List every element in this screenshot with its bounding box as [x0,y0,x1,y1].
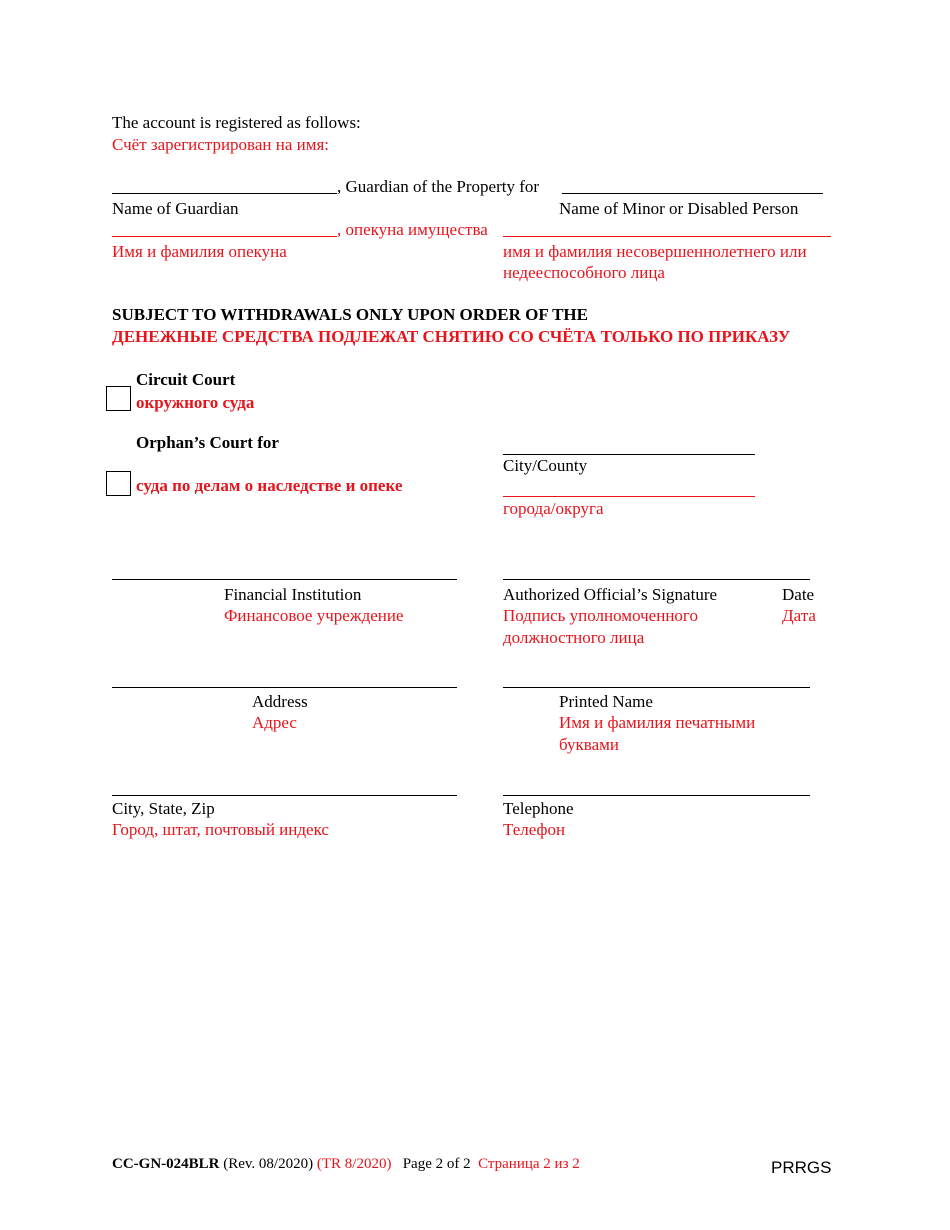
telephone-ru: Телефон [503,820,566,839]
guardian-name-line-ru [112,236,337,237]
subject-heading-en: SUBJECT TO WITHDRAWALS ONLY UPON ORDER OF THE [112,305,588,324]
circuit-court-label: Circuit Court [136,370,236,389]
translation-revision: (TR 8/2020) [316,1156,392,1172]
telephone-label: Telephone [503,799,574,818]
orphans-court-label: Orphan’s Court for [136,433,279,452]
form-code: PRRGS [771,1158,832,1177]
circuit-court-ru: окружного суда [136,393,255,412]
orphans-court-ru: суда по делам о наследстве и опеке [136,476,403,495]
official-signature-ru-1: Подпись уполномоченного [503,606,698,625]
address-label: Address [252,692,308,711]
official-signature-ru-2: должностного лица [503,628,645,647]
telephone-line[interactable] [503,795,810,796]
city-county-label: City/County [503,456,588,475]
city-state-zip-ru: Город, штат, почтовый индекс [112,820,329,839]
city-state-zip-label: City, State, Zip [112,799,215,818]
printed-name-line[interactable] [503,687,810,688]
financial-institution-line[interactable] [112,579,457,580]
name-of-minor-ru-1: имя и фамилия несовершеннолетнего или [503,242,807,261]
address-line[interactable] [112,687,457,688]
printed-name-ru-2: буквами [559,735,619,754]
city-county-line[interactable] [503,454,755,455]
city-state-zip-line[interactable] [112,795,457,796]
printed-name-label: Printed Name [559,692,653,711]
date-label: Date [782,585,815,604]
orphans-court-checkbox[interactable] [106,471,131,496]
name-of-minor-label: Name of Minor or Disabled Person [559,199,799,218]
subject-heading-ru: ДЕНЕЖНЫЕ СРЕДСТВА ПОДЛЕЖАТ СНЯТИЮ СО СЧЁТА ТОЛЬКО ПО ПРИКАЗУ [112,327,791,346]
guardian-of-property-ru: , опекуна имущества [337,220,488,239]
name-of-guardian-ru: Имя и фамилия опекуна [112,242,287,261]
revision: (Rev. 08/2020) [223,1156,314,1172]
page-number: Page 2 of 2 [402,1156,471,1172]
city-county-ru: города/округа [503,499,604,518]
minor-name-line[interactable] [562,193,823,194]
financial-institution-label: Financial Institution [224,585,362,604]
circuit-court-checkbox[interactable] [106,386,131,411]
address-ru: Адрес [252,713,297,732]
printed-name-ru-1: Имя и фамилия печатными [559,713,756,732]
official-signature-line[interactable] [503,579,810,580]
name-of-guardian-label: Name of Guardian [112,199,239,218]
city-county-line-ru [503,496,755,497]
intro-en: The account is registered as follows: [112,113,361,132]
form-id: CC-GN-024BLR [112,1156,220,1172]
page-number-ru: Страница 2 из 2 [478,1156,580,1172]
guardian-name-line[interactable] [112,193,337,194]
minor-name-line-ru [503,236,831,237]
date-ru: Дата [782,606,816,625]
intro-ru: Счёт зарегистрирован на имя: [112,135,330,154]
financial-institution-ru: Финансовое учреждение [224,606,404,625]
official-signature-label: Authorized Official’s Signature [503,585,718,604]
guardian-of-property-label: , Guardian of the Property for [337,177,540,196]
footer [112,1154,580,1174]
name-of-minor-ru-2: недееспособного лица [503,263,665,282]
